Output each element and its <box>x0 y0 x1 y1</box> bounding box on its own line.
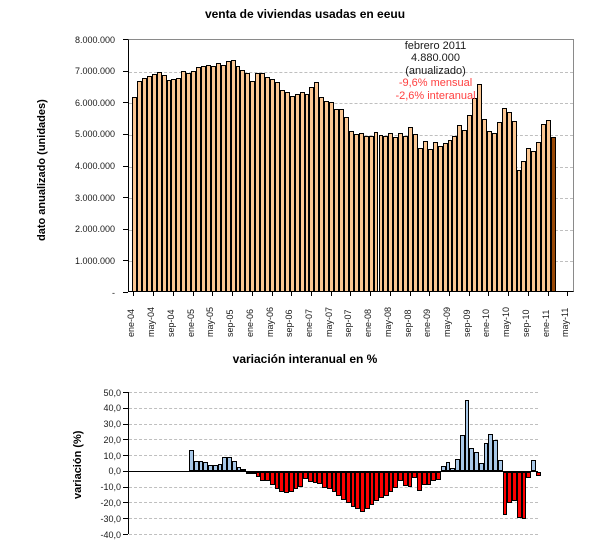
x-tick-label: may-07 <box>323 306 334 337</box>
x-tick <box>548 292 549 296</box>
y-tick-label: 6.000.000 <box>74 97 115 108</box>
x-tick-label: may-11 <box>560 307 571 337</box>
y-tick-label: 0,0 <box>108 466 121 477</box>
top-chart-title: venta de viviendas usadas en eeuu <box>204 7 406 21</box>
bottom-y-axis-label: variación (%) <box>72 430 84 500</box>
x-tick <box>232 292 233 296</box>
y-tick-label: 5.000.000 <box>74 129 115 140</box>
annotation-value: 4.880.000 <box>411 52 460 65</box>
y-tick-label: 7.000.000 <box>74 66 115 77</box>
annotation-yoy-change: -2,6% interanual <box>395 89 476 102</box>
bar-jun-10 <box>498 460 503 471</box>
y-tick-label: 1.000.000 <box>74 255 115 266</box>
top-y-axis-label: dato anualizado (unidades) <box>36 99 48 241</box>
x-tick-label: may-08 <box>382 306 393 337</box>
x-tick <box>528 292 529 296</box>
gridline <box>129 408 538 409</box>
y-tick-label: 4.000.000 <box>74 161 115 171</box>
y-tick <box>123 71 128 72</box>
y-tick-label: -10,0 <box>100 482 121 493</box>
y-tick <box>123 229 128 230</box>
annotation-month: febrero 2011 <box>404 40 467 52</box>
y-tick-label: 50,0 <box>103 387 121 398</box>
y-tick <box>123 197 128 198</box>
x-tick <box>370 292 371 296</box>
y-tick <box>123 166 128 167</box>
gridline <box>129 534 538 535</box>
x-tick-label: sep-05 <box>225 309 236 337</box>
annotation-note: (anualizado) <box>405 64 466 77</box>
y-tick <box>123 102 128 103</box>
x-tick <box>252 292 253 296</box>
bar-ene-11 <box>531 460 536 471</box>
x-tick-label: sep-04 <box>165 309 176 337</box>
x-tick-label: may-05 <box>205 306 216 337</box>
x-tick <box>449 292 450 296</box>
x-tick <box>469 292 470 296</box>
y-tick <box>123 455 128 456</box>
x-tick-label: sep-10 <box>520 309 531 337</box>
x-tick-label: ene-10 <box>481 308 492 337</box>
y-tick <box>123 424 128 425</box>
bottom-chart-title: variación interanual en % <box>232 352 378 366</box>
x-tick <box>311 292 312 296</box>
x-tick-label: ene-06 <box>244 308 255 337</box>
gridline <box>129 502 538 503</box>
x-tick-label: may-06 <box>264 306 275 337</box>
gridline <box>129 439 538 440</box>
x-tick-label: sep-06 <box>284 309 295 337</box>
y-tick-label: - <box>112 287 115 298</box>
x-tick <box>488 292 489 296</box>
y-tick-label: 20,0 <box>103 434 121 445</box>
bottom-plot-area <box>128 392 538 534</box>
x-tick <box>567 292 568 296</box>
x-tick-label: ene-07 <box>303 308 314 337</box>
x-tick-label: may-04 <box>146 306 157 337</box>
x-tick-label: sep-08 <box>402 309 413 337</box>
x-tick <box>193 292 194 296</box>
x-tick <box>508 292 509 296</box>
y-tick-label: 8.000.000 <box>74 34 115 45</box>
x-tick <box>272 292 273 296</box>
x-tick <box>212 292 213 296</box>
y-tick <box>123 534 128 535</box>
y-tick <box>123 392 128 393</box>
x-tick-label: ene-09 <box>422 308 433 337</box>
gridline <box>129 424 538 425</box>
y-tick-label: -30,0 <box>100 513 121 524</box>
bar-nov-10 <box>522 472 527 519</box>
y-tick-label: -40,0 <box>100 529 121 540</box>
bar-may-09 <box>436 472 441 480</box>
bar-feb-11 <box>536 472 541 476</box>
y-tick <box>123 408 128 409</box>
y-tick-label: 10,0 <box>103 450 121 461</box>
x-tick <box>429 292 430 296</box>
y-tick <box>123 487 128 488</box>
x-tick <box>133 292 134 296</box>
y-tick-label: 30,0 <box>103 419 121 430</box>
y-tick <box>123 502 128 503</box>
y-tick-label: -20,0 <box>100 497 121 508</box>
y-tick-label: 3.000.000 <box>74 192 115 203</box>
annotation-monthly-change: -9,6% mensual <box>398 77 473 90</box>
x-tick-label: sep-07 <box>343 309 354 337</box>
x-tick-label: may-10 <box>501 306 512 337</box>
annotation <box>358 40 513 102</box>
y-tick <box>123 292 128 293</box>
x-tick <box>291 292 292 296</box>
x-tick-label: sep-09 <box>461 309 472 337</box>
y-tick-label: 40,0 <box>103 403 121 414</box>
y-tick <box>123 518 128 519</box>
bar-dic-10 <box>526 472 531 478</box>
x-tick <box>173 292 174 296</box>
y-tick <box>123 439 128 440</box>
y-tick <box>123 471 128 472</box>
gridline <box>129 392 538 393</box>
x-tick-label: may-09 <box>441 306 452 337</box>
bar-feb-11 <box>551 137 556 291</box>
x-tick-label: ene-08 <box>363 308 374 337</box>
x-tick-label: ene-04 <box>126 308 137 337</box>
x-tick <box>153 292 154 296</box>
y-tick <box>123 134 128 135</box>
x-tick <box>331 292 332 296</box>
x-tick <box>350 292 351 296</box>
y-tick-label: 2.000.000 <box>74 224 115 235</box>
x-tick-label: ene-05 <box>185 308 196 337</box>
y-tick <box>123 260 128 261</box>
x-tick-label: ene-11 <box>540 309 551 337</box>
x-tick <box>410 292 411 296</box>
gridline <box>129 518 538 519</box>
y-tick <box>123 39 128 40</box>
x-tick <box>390 292 391 296</box>
